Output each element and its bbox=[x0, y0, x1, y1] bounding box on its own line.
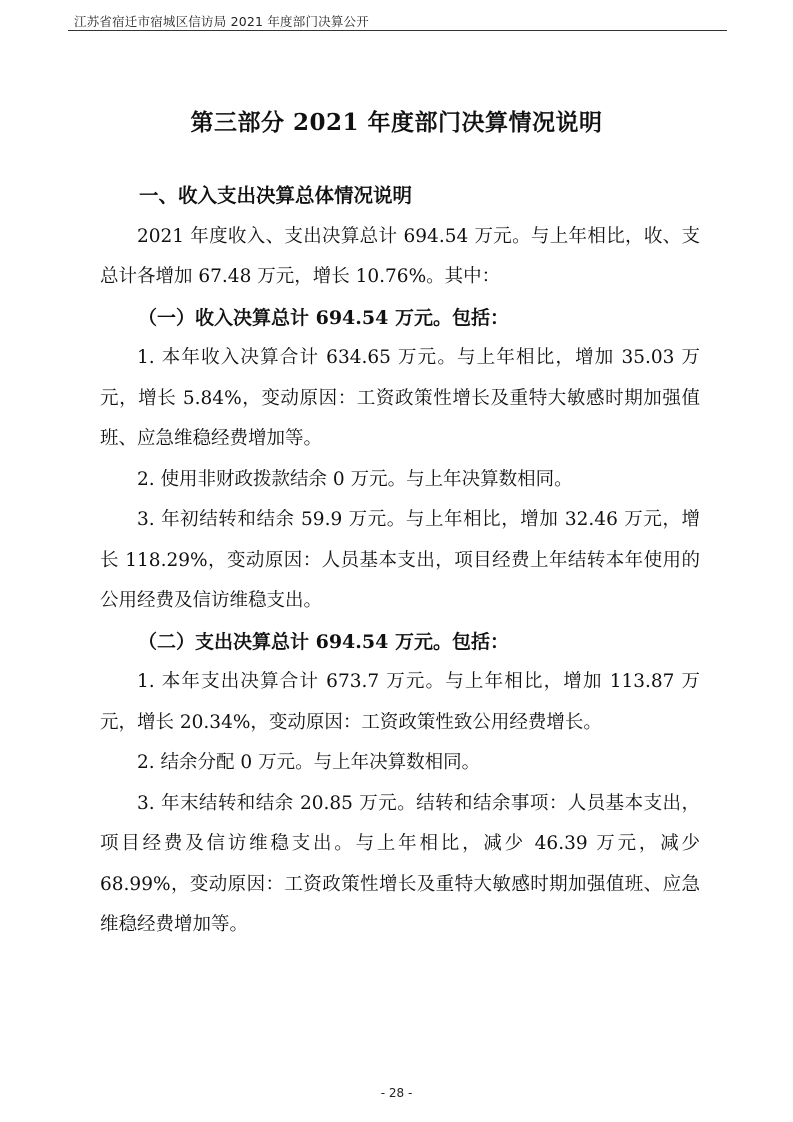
section-heading-overview: 一、收入支出决算总体情况说明 bbox=[139, 184, 413, 207]
subheading-income-total: （一）收入决算总计 694.54 万元。包括： bbox=[138, 306, 509, 329]
page-number: - 28 - bbox=[380, 1086, 413, 1100]
paragraph-income-1: 1. 本年收入决算合计 634.65 万元。与上年相比，增加 35.03 万元，增长 5.84%，变动原因：工资政策性增长及重特大敏感时期加强值班、应急维稳经费增加等。 bbox=[100, 347, 700, 449]
subheading-expense-total: （二）支出决算总计 694.54 万元。包括： bbox=[138, 630, 509, 653]
document-body bbox=[100, 176, 700, 946]
page-title: 第三部分 2021 年度部门决算情况说明 bbox=[190, 109, 603, 136]
paragraph-expense-1: 1. 本年支出决算合计 673.7 万元。与上年相比，增加 113.87 万元，增长 20.34%，变动原因：工资政策性致公用经费增长。 bbox=[100, 671, 700, 733]
paragraph-income-2: 2. 使用非财政拨款结余 0 万元。与上年决算数相同。 bbox=[137, 468, 573, 490]
paragraph-expense-2: 2. 结余分配 0 万元。与上年决算数相同。 bbox=[137, 752, 481, 773]
paragraph-overview: 2021 年度收入、支出决算总计 694.54 万元。与上年相比，收、支总计各增加 67.48 万元，增长 10.76%。其中： bbox=[100, 225, 700, 287]
running-header: 江苏省宿迁市宿城区信访局 2021 年度部门决算公开 bbox=[74, 14, 369, 29]
paragraph-income-3: 3. 年初结转和结余 59.9 万元。与上年相比，增加 32.46 万元，增长 118.29%，变动原因：人员基本支出，项目经费上年结转本年使用的公用经费及信访维稳支出。 bbox=[100, 509, 700, 611]
header-rule bbox=[68, 30, 727, 31]
paragraph-expense-3: 3. 年末结转和结余 20.85 万元。结转和结余事项：人员基本支出，项目经费及信访维稳支出。与上年相比，减少 46.39 万元，减少 68.99%，变动原因：工资政策性增长及重特大敏感时期加强值班、应急维稳经费增加等。 bbox=[100, 792, 700, 935]
